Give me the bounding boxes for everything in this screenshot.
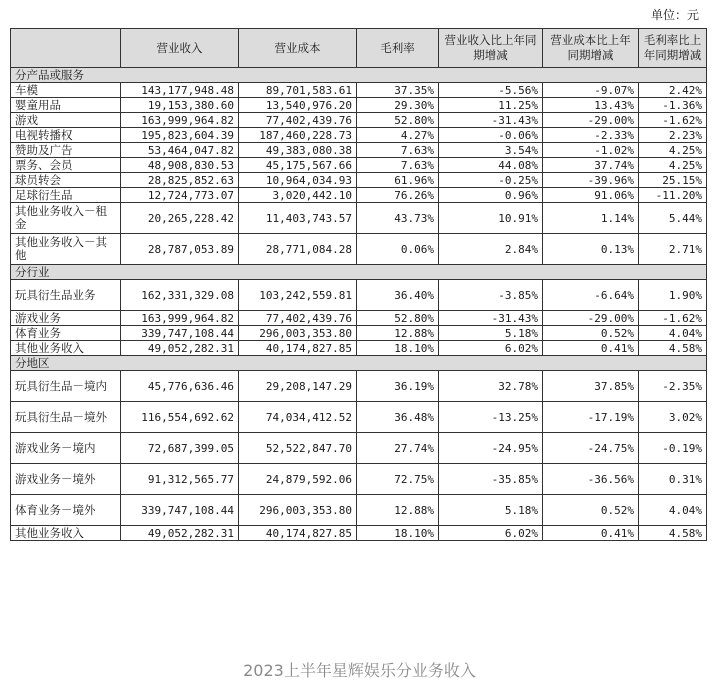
table-cell: 27.74% — [357, 433, 439, 464]
table-cell: 4.27% — [357, 128, 439, 143]
table-cell: 36.40% — [357, 280, 439, 311]
table-row — [11, 341, 707, 356]
table-cell: -24.75% — [543, 433, 639, 464]
table-cell: 61.96% — [357, 173, 439, 188]
table-cell: 18.10% — [357, 341, 439, 356]
table-cell: 53,464,047.82 — [121, 143, 239, 158]
table-cell: 143,177,948.48 — [121, 83, 239, 98]
section-title: 分产品或服务 — [11, 68, 707, 83]
table-row — [11, 433, 707, 464]
table-cell: 19,153,380.60 — [121, 98, 239, 113]
row-label: 游戏业务－境内 — [11, 433, 121, 464]
row-label: 赞助及广告 — [11, 143, 121, 158]
table-cell: 45,175,567.66 — [239, 158, 357, 173]
table-body — [11, 68, 707, 541]
table-cell: 4.04% — [639, 326, 707, 341]
table-cell: 103,242,559.81 — [239, 280, 357, 311]
table-row — [11, 83, 707, 98]
table-cell: 0.96% — [439, 188, 543, 203]
table-cell: 91.06% — [543, 188, 639, 203]
table-cell: -29.00% — [543, 311, 639, 326]
section-title: 分地区 — [11, 356, 707, 371]
header-cell: 营业成本比上年同期增减 — [543, 29, 639, 68]
table-cell: 29,208,147.29 — [239, 371, 357, 402]
table-cell: 0.13% — [543, 234, 639, 265]
table-cell: 25.15% — [639, 173, 707, 188]
table-cell: 37.74% — [543, 158, 639, 173]
table-row — [11, 128, 707, 143]
table-cell: 0.31% — [639, 464, 707, 495]
row-label: 其他业务收入－租金 — [11, 203, 121, 234]
table-cell: -2.35% — [639, 371, 707, 402]
table-row — [11, 326, 707, 341]
table-cell: 28,825,852.63 — [121, 173, 239, 188]
table-row — [11, 311, 707, 326]
table-cell: 163,999,964.82 — [121, 311, 239, 326]
table-cell: 43.73% — [357, 203, 439, 234]
table-cell: 12.88% — [357, 495, 439, 526]
row-label: 其他业务收入 — [11, 341, 121, 356]
table-cell: 37.85% — [543, 371, 639, 402]
table-cell: 37.35% — [357, 83, 439, 98]
unit-label: 单位：元 — [650, 8, 699, 22]
table-cell: -0.19% — [639, 433, 707, 464]
table-cell: 1.14% — [543, 203, 639, 234]
table-cell: 4.04% — [639, 495, 707, 526]
table-cell: 3.02% — [639, 402, 707, 433]
section-header-row — [11, 68, 707, 83]
table-cell: -35.85% — [439, 464, 543, 495]
table-cell: 0.52% — [543, 495, 639, 526]
table-cell: 11.25% — [439, 98, 543, 113]
table-cell: 1.90% — [639, 280, 707, 311]
table-cell: 3.54% — [439, 143, 543, 158]
table-cell: 24,879,592.06 — [239, 464, 357, 495]
table-cell: 28,787,053.89 — [121, 234, 239, 265]
section-title: 分行业 — [11, 265, 707, 280]
caption: 2023上半年星辉娱乐分业务收入 — [243, 661, 476, 680]
table-cell: 91,312,565.77 — [121, 464, 239, 495]
table-cell: 116,554,692.62 — [121, 402, 239, 433]
table-cell: 52.80% — [357, 113, 439, 128]
table-row — [11, 402, 707, 433]
row-label: 其他业务收入 — [11, 526, 121, 541]
table-cell: -36.56% — [543, 464, 639, 495]
table-cell: 5.18% — [439, 326, 543, 341]
table-cell: 187,460,228.73 — [239, 128, 357, 143]
table-row — [11, 526, 707, 541]
table-cell: -29.00% — [543, 113, 639, 128]
table-cell: 5.44% — [639, 203, 707, 234]
header-cell: 营业收入 — [121, 29, 239, 68]
header-row — [11, 29, 707, 68]
row-label: 其他业务收入－其他 — [11, 234, 121, 265]
table-row — [11, 234, 707, 265]
table-cell: -31.43% — [439, 311, 543, 326]
table-cell: -9.07% — [543, 83, 639, 98]
table-cell: 339,747,108.44 — [121, 495, 239, 526]
table-cell: 36.19% — [357, 371, 439, 402]
table-cell: 72.75% — [357, 464, 439, 495]
table-row — [11, 173, 707, 188]
table-cell: 28,771,084.28 — [239, 234, 357, 265]
table-cell: -31.43% — [439, 113, 543, 128]
section-header-row — [11, 265, 707, 280]
table-cell: 29.30% — [357, 98, 439, 113]
table-cell: 2.23% — [639, 128, 707, 143]
table-cell: 52.80% — [357, 311, 439, 326]
table-cell: 4.25% — [639, 158, 707, 173]
table-cell: 48,908,830.53 — [121, 158, 239, 173]
table-cell: 10,964,034.93 — [239, 173, 357, 188]
table-cell: 296,003,353.80 — [239, 495, 357, 526]
table-cell: 2.42% — [639, 83, 707, 98]
table-cell: 0.52% — [543, 326, 639, 341]
table-cell: -0.25% — [439, 173, 543, 188]
table-row — [11, 203, 707, 234]
row-label: 游戏 — [11, 113, 121, 128]
table-cell: 49,052,282.31 — [121, 526, 239, 541]
table-cell: 20,265,228.42 — [121, 203, 239, 234]
row-label: 体育业务－境外 — [11, 495, 121, 526]
table-cell: -2.33% — [543, 128, 639, 143]
table-cell: 6.02% — [439, 341, 543, 356]
table-cell: 89,701,583.61 — [239, 83, 357, 98]
table-row — [11, 188, 707, 203]
table-cell: -13.25% — [439, 402, 543, 433]
header-cell: 营业成本 — [239, 29, 357, 68]
row-label: 玩具衍生品业务 — [11, 280, 121, 311]
table-cell: 163,999,964.82 — [121, 113, 239, 128]
row-label: 球员转会 — [11, 173, 121, 188]
table-cell: 10.91% — [439, 203, 543, 234]
table-cell: -1.62% — [639, 311, 707, 326]
table-cell: -6.64% — [543, 280, 639, 311]
table-cell: 74,034,412.52 — [239, 402, 357, 433]
table-cell: 296,003,353.80 — [239, 326, 357, 341]
table-cell: -24.95% — [439, 433, 543, 464]
table-cell: 72,687,399.05 — [121, 433, 239, 464]
table-cell: 12.88% — [357, 326, 439, 341]
table-row — [11, 113, 707, 128]
table-cell: 7.63% — [357, 143, 439, 158]
section-header-row — [11, 356, 707, 371]
table-row — [11, 371, 707, 402]
table-cell: -3.85% — [439, 280, 543, 311]
table-cell: 7.63% — [357, 158, 439, 173]
table-cell: 40,174,827.85 — [239, 341, 357, 356]
table-cell: 3,020,442.10 — [239, 188, 357, 203]
table-cell: 4.58% — [639, 526, 707, 541]
table-cell: 49,383,080.38 — [239, 143, 357, 158]
table-cell: 339,747,108.44 — [121, 326, 239, 341]
table-cell: -5.56% — [439, 83, 543, 98]
table-cell: 13,540,976.20 — [239, 98, 357, 113]
revenue-table — [10, 28, 707, 541]
table-cell: 2.84% — [439, 234, 543, 265]
table-row — [11, 495, 707, 526]
table-row — [11, 143, 707, 158]
header-cell: 毛利率比上年同期增减 — [639, 29, 707, 68]
row-label: 玩具衍生品－境内 — [11, 371, 121, 402]
header-cell: 毛利率 — [357, 29, 439, 68]
row-label: 电视转播权 — [11, 128, 121, 143]
table-cell: 18.10% — [357, 526, 439, 541]
table-cell: 45,776,636.46 — [121, 371, 239, 402]
row-label: 游戏业务－境外 — [11, 464, 121, 495]
row-label: 婴童用品 — [11, 98, 121, 113]
table-cell: 2.71% — [639, 234, 707, 265]
table-cell: 11,403,743.57 — [239, 203, 357, 234]
row-label: 游戏业务 — [11, 311, 121, 326]
row-label: 车模 — [11, 83, 121, 98]
table-cell: -1.36% — [639, 98, 707, 113]
table-cell: 32.78% — [439, 371, 543, 402]
table-row — [11, 98, 707, 113]
table-row — [11, 158, 707, 173]
row-label: 玩具衍生品－境外 — [11, 402, 121, 433]
table-cell: -17.19% — [543, 402, 639, 433]
table-cell: 0.41% — [543, 526, 639, 541]
table-cell: 13.43% — [543, 98, 639, 113]
table-row — [11, 464, 707, 495]
table-cell: 40,174,827.85 — [239, 526, 357, 541]
table-cell: 77,402,439.76 — [239, 311, 357, 326]
table-cell: -1.62% — [639, 113, 707, 128]
table-cell: 36.48% — [357, 402, 439, 433]
table-cell: 49,052,282.31 — [121, 341, 239, 356]
row-label: 体育业务 — [11, 326, 121, 341]
table-cell: 77,402,439.76 — [239, 113, 357, 128]
table-cell: 76.26% — [357, 188, 439, 203]
header-cell: 营业收入比上年同期增减 — [439, 29, 543, 68]
table-cell: -0.06% — [439, 128, 543, 143]
header-cell — [11, 29, 121, 68]
table-cell: 12,724,773.07 — [121, 188, 239, 203]
table-cell: -1.02% — [543, 143, 639, 158]
table-cell: 6.02% — [439, 526, 543, 541]
table-cell: 0.06% — [357, 234, 439, 265]
table-row — [11, 280, 707, 311]
table-cell: 4.58% — [639, 341, 707, 356]
table-cell: 5.18% — [439, 495, 543, 526]
table-cell: -39.96% — [543, 173, 639, 188]
table-cell: -11.20% — [639, 188, 707, 203]
table-cell: 44.08% — [439, 158, 543, 173]
table-cell: 4.25% — [639, 143, 707, 158]
table-cell: 52,522,847.70 — [239, 433, 357, 464]
table-cell: 162,331,329.08 — [121, 280, 239, 311]
row-label: 票务、会员 — [11, 158, 121, 173]
table-cell: 195,823,604.39 — [121, 128, 239, 143]
row-label: 足球衍生品 — [11, 188, 121, 203]
table-cell: 0.41% — [543, 341, 639, 356]
